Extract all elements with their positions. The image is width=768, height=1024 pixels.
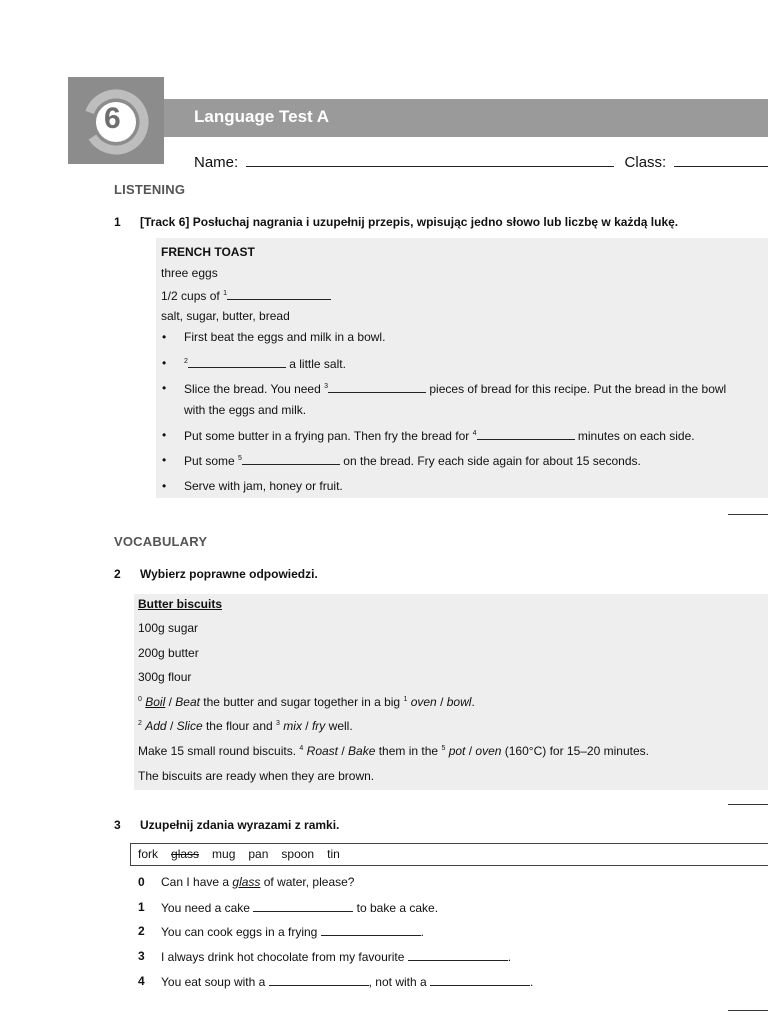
q2-number: 2 (114, 567, 121, 581)
score-line-q3[interactable] (728, 1010, 768, 1011)
option-oven-2[interactable]: oven (475, 744, 502, 758)
q3-item-number: 0 (138, 875, 145, 889)
unit-badge (68, 77, 164, 164)
vocabulary-heading: VOCABULARY (114, 534, 208, 549)
step-5: Put some $^5$ on the bread. Fry each side again for about 15 seconds. (184, 454, 641, 468)
step-4: Put some butter in a frying pan. Then fry the bread for $^4$ minutes on each side. (184, 429, 695, 443)
q3-number: 3 (114, 818, 121, 832)
q3-item-number: 3 (138, 949, 145, 963)
score-line-q1[interactable] (728, 514, 768, 515)
bullet: • (162, 330, 167, 344)
word-mug: mug (212, 847, 236, 861)
q3-item-number: 4 (138, 974, 145, 988)
step-3: Slice the bread. You need $^3$ pieces of bread for this recipe. Put the bread in the bowl (184, 382, 727, 396)
step-2: $^2$ a little salt. (184, 357, 346, 371)
name-class-row (194, 152, 768, 171)
option-fry[interactable]: fry (311, 719, 326, 733)
q1-number: 1 (114, 215, 121, 229)
gap-4[interactable] (477, 428, 575, 440)
q2-instruction: Wybierz poprawne odpowiedzi. (140, 567, 318, 581)
q3-gap-4b[interactable] (430, 974, 530, 986)
option-oven[interactable]: oven (410, 695, 437, 709)
biscuits-ingredient-3: 300g flour (138, 670, 192, 684)
class-field[interactable] (674, 152, 768, 167)
biscuits-title: Butter biscuits (138, 597, 223, 611)
q3-item-2: You can cook eggs in a frying . (161, 925, 425, 939)
class-label: Class: (624, 154, 667, 171)
option-bowl[interactable]: bowl (446, 695, 472, 709)
biscuits-line-3: Make 15 small round biscuits. $^4$ Roast / Bake them in the $^5$ pot / oven (160°C) for 15–20 minutes. (138, 744, 649, 758)
option-boil[interactable]: Boil (145, 695, 166, 709)
word-fork: fork (138, 847, 159, 861)
bullet: • (162, 479, 167, 493)
word-box-words (138, 847, 353, 861)
q3-instruction: Uzupełnij zdania wyrazami z ramki. (140, 818, 340, 832)
option-add[interactable]: Add (145, 719, 167, 733)
ingredient-3: salt, sugar, butter, bread (161, 309, 290, 323)
word-glass: glass (171, 847, 200, 861)
option-roast[interactable]: Roast (306, 744, 339, 758)
name-label: Name: (194, 154, 239, 171)
biscuits-ingredient-2: 200g butter (138, 646, 199, 660)
q3-item-3: I always drink hot chocolate from my favourite . (161, 950, 512, 964)
listening-heading: LISTENING (114, 182, 186, 197)
q3-gap-4a[interactable] (269, 974, 369, 986)
recipe-title: FRENCH TOAST (161, 245, 255, 259)
q1-instruction: [Track 6] Posłuchaj nagrania i uzupełnij przepis, wpisując jedno słowo lub liczbę w każdą lukę. (140, 215, 679, 229)
word-tin: tin (327, 847, 340, 861)
q3-gap-1[interactable] (253, 900, 353, 912)
q3-item-number: 2 (138, 924, 145, 938)
bullet: • (162, 381, 167, 395)
bullet: • (162, 428, 167, 442)
q3-gap-3[interactable] (408, 949, 508, 961)
option-pot[interactable]: pot (448, 744, 466, 758)
option-slice[interactable]: Slice (176, 719, 203, 733)
score-line-q2[interactable] (728, 804, 768, 805)
ingredient-2: 1/2 cups of $^1$ (161, 288, 331, 303)
q3-gap-2[interactable] (321, 924, 421, 936)
q3-item-number: 1 (138, 900, 145, 914)
word-pan: pan (248, 847, 269, 861)
option-beat[interactable]: Beat (175, 695, 200, 709)
gap-1[interactable] (227, 288, 331, 300)
gap-5[interactable] (242, 453, 340, 465)
biscuits-line-1: $^0$ Boil / Beat the butter and sugar together in a big $^1$ oven / bowl. (138, 695, 475, 709)
name-field[interactable] (246, 152, 614, 167)
step-6: Serve with jam, honey or fruit. (184, 479, 343, 493)
gap-2[interactable] (188, 356, 286, 368)
gap-3[interactable] (328, 381, 426, 393)
q3-item-0: Can I have a glass of water, please? (161, 875, 355, 889)
biscuits-line-2: $^2$ Add / Slice the flour and $^3$ mix / fry well. (138, 719, 353, 733)
option-mix[interactable]: mix (283, 719, 302, 733)
example-answer: glass (232, 875, 261, 889)
step-1: First beat the eggs and milk in a bowl. (184, 330, 386, 344)
biscuits-line-4: The biscuits are ready when they are brown. (138, 769, 375, 783)
step-3-line-2: with the eggs and milk. (184, 403, 307, 417)
option-bake[interactable]: Bake (348, 744, 376, 758)
bullet: • (162, 453, 167, 467)
biscuits-ingredient-1: 100g sugar (138, 621, 199, 635)
bullet: • (162, 356, 167, 370)
word-spoon: spoon (281, 847, 315, 861)
q3-item-4: You eat soup with a , not with a . (161, 975, 534, 989)
unit-number: 6 (104, 102, 121, 135)
ingredient-1: three eggs (161, 266, 218, 280)
page-title: Language Test A (194, 107, 330, 126)
q3-item-1: You need a cake to bake a cake. (161, 901, 439, 915)
butter-biscuits-box (134, 594, 768, 790)
